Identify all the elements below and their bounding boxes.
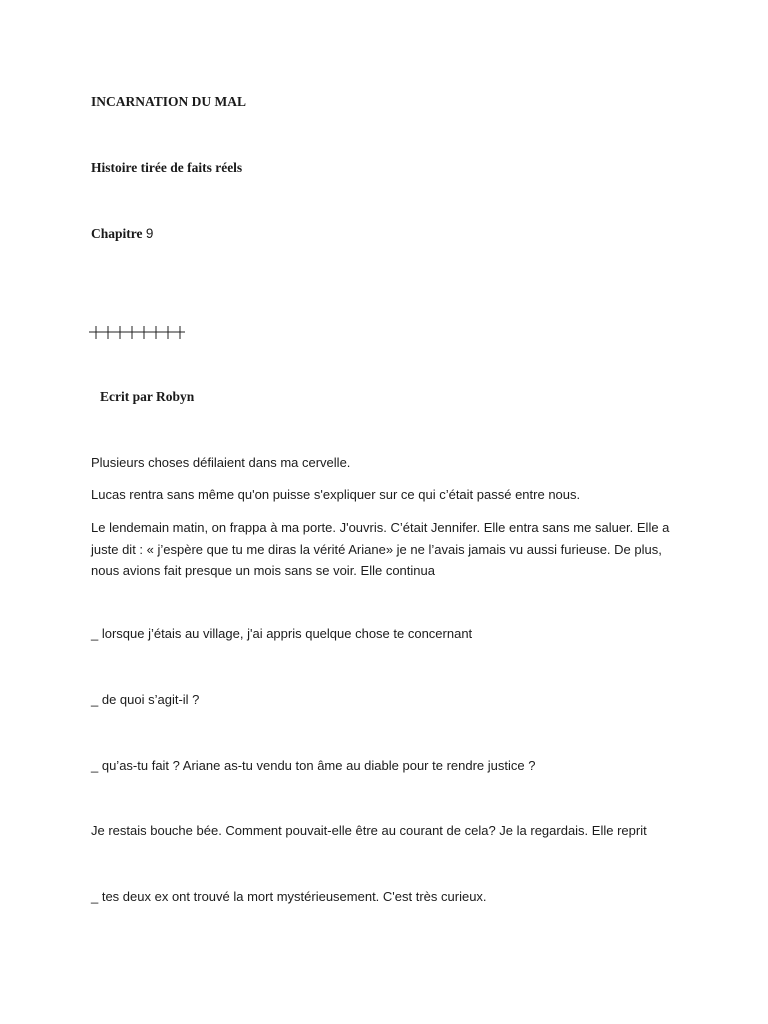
chapter-label: Chapitre — [91, 226, 143, 241]
dialogue-line: _ de quoi s’agit-il ? — [91, 692, 200, 707]
body-paragraph: Plusieurs choses défilaient dans ma cervelle. — [91, 455, 351, 470]
author-line: Ecrit par Robyn — [100, 389, 195, 404]
dialogue-line: _ tes deux ex ont trouvé la mort mystérieusement. C'est très curieux. — [91, 889, 487, 904]
dialogue-line: _ qu’as-tu fait ? Ariane as-tu vendu ton âme au diable pour te rendre justice ? — [91, 758, 536, 773]
dialogue-line: _ lorsque j’étais au village, j'ai appris quelque chose te concernant — [91, 626, 473, 641]
chapter-number: 9 — [145, 226, 154, 241]
body-paragraph: Je restais bouche bée. Comment pouvait-elle être au courant de cela? Je la regardais. Elle reprit — [91, 823, 647, 838]
chapter-heading — [91, 226, 153, 242]
body-paragraph: Lucas rentra sans même qu'on puisse s'expliquer sur ce qui c’était passé entre nous. — [91, 487, 581, 502]
document-title: INCARNATION DU MAL — [91, 94, 246, 109]
cross-row-ornament-icon — [89, 323, 189, 343]
document-subtitle: Histoire tirée de faits réels — [91, 160, 243, 175]
body-paragraph: Le lendemain matin, on frappa à ma porte. J'ouvris. C’était Jennifer. Elle entra sans me saluer. Elle a juste dit : « j’espère que tu me diras la vérité Ariane» je ne l’avais jamais vu aussi furieuse. De plus, nous avions fait presque un mois sans se voir. Elle continua — [91, 520, 670, 578]
